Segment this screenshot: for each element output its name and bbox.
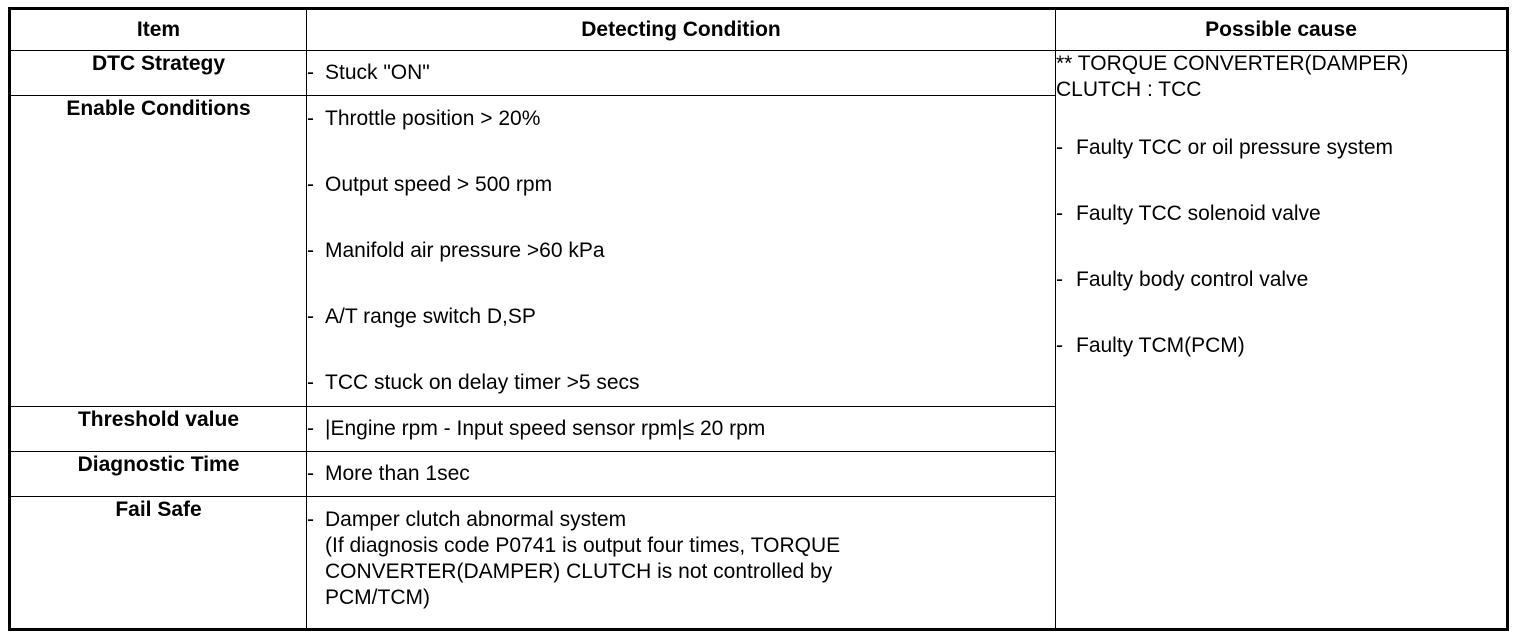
row-dtc-strategy xyxy=(10,51,1508,96)
enable-list xyxy=(307,96,1055,402)
list-item xyxy=(1056,333,1506,359)
bullet-dash: - xyxy=(307,173,314,196)
list-item xyxy=(307,106,1055,132)
list-item xyxy=(307,304,1055,330)
condition-text: Manifold air pressure >60 kPa xyxy=(325,239,605,262)
cause-list xyxy=(1056,135,1506,359)
condition-diagnostic-time xyxy=(307,452,1056,497)
cause-text: Faulty TCC solenoid valve xyxy=(1076,202,1321,225)
bullet-dash: - xyxy=(1056,136,1063,159)
bullet-dash: - xyxy=(307,417,314,440)
list-item xyxy=(307,238,1055,264)
condition-text: Damper clutch abnormal system (If diagnosis code P0741 is output four times, TORQUE CONVERTER(DAMPER) CLUTCH is not controlled by PCM/TCM) xyxy=(325,508,841,609)
list-item xyxy=(1056,201,1506,227)
bullet-dash: - xyxy=(307,371,314,394)
bullet-dash: - xyxy=(1056,268,1063,291)
possible-cause-cell xyxy=(1056,51,1508,630)
condition-text: TCC stuck on delay timer >5 secs xyxy=(325,371,640,394)
condition-threshold-value xyxy=(307,407,1056,452)
condition-text: Stuck "ON" xyxy=(325,61,430,84)
label-fail-safe: Fail Safe xyxy=(10,497,307,630)
label-threshold-value: Threshold value xyxy=(10,407,307,452)
condition-text: Output speed > 500 rpm xyxy=(325,173,553,196)
dtc-table xyxy=(8,7,1509,631)
cause-text: Faulty TCC or oil pressure system xyxy=(1076,136,1394,159)
header-item: Item xyxy=(10,9,307,51)
list-item xyxy=(307,60,1055,86)
list-item xyxy=(1056,135,1506,161)
bullet-dash: - xyxy=(307,462,314,485)
list-item xyxy=(307,172,1055,198)
bullet-dash: - xyxy=(307,107,314,130)
header-possible-cause: Possible cause xyxy=(1056,9,1508,51)
header-row xyxy=(10,9,1508,51)
bullet-dash: - xyxy=(1056,202,1063,225)
condition-text: |Engine rpm - Input speed sensor rpm|≤ 20 rpm xyxy=(325,417,766,440)
label-enable-conditions: Enable Conditions xyxy=(10,96,307,407)
bullet-dash: - xyxy=(307,508,314,531)
bullet-dash: - xyxy=(307,239,314,262)
bullet-dash: - xyxy=(1056,334,1063,357)
cause-heading xyxy=(1056,51,1506,103)
bullet-dash: - xyxy=(307,61,314,84)
condition-text: A/T range switch D,SP xyxy=(325,305,536,328)
list-item xyxy=(307,370,1055,396)
condition-fail-safe xyxy=(307,497,1056,630)
condition-enable-conditions xyxy=(307,96,1056,407)
list-item xyxy=(307,461,1055,487)
list-item xyxy=(307,497,1055,611)
cause-text: Faulty body control valve xyxy=(1076,268,1309,291)
label-dtc-strategy: DTC Strategy xyxy=(10,51,307,96)
label-diagnostic-time: Diagnostic Time xyxy=(10,452,307,497)
condition-text: More than 1sec xyxy=(325,462,470,485)
condition-text: Throttle position > 20% xyxy=(325,107,541,130)
list-item xyxy=(307,416,1055,442)
list-item xyxy=(1056,267,1506,293)
header-detecting-condition: Detecting Condition xyxy=(307,9,1056,51)
cause-heading-text: ** TORQUE CONVERTER(DAMPER) CLUTCH : TCC xyxy=(1056,52,1409,101)
cause-text: Faulty TCM(PCM) xyxy=(1076,334,1245,357)
condition-dtc-strategy xyxy=(307,51,1056,96)
bullet-dash: - xyxy=(307,305,314,328)
